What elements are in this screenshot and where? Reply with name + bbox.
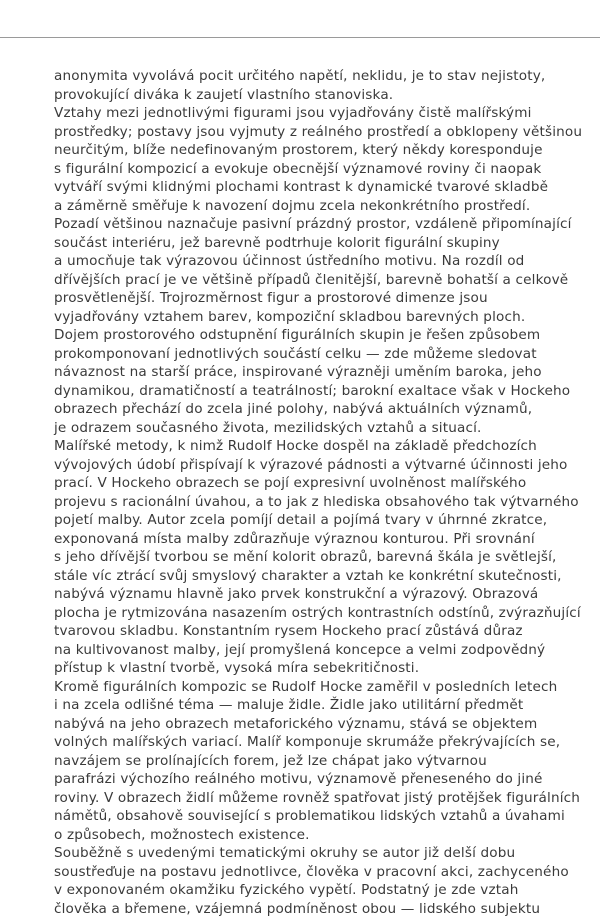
text-line: i na zcela odlišné téma — maluje židle. Židle jako utilitární předmět	[54, 697, 524, 713]
text-line: Kromě figurálních kompozic se Rudolf Hocke zaměřil v posledních letech	[54, 678, 558, 695]
text-line: neurčitým, blíže nedefinovaným prostorem, který někdy koresponduje	[54, 142, 543, 158]
text-line: stále víc ztrácí svůj smyslový charakter a vztah ke konkrétní skutečnosti,	[54, 567, 562, 584]
text-line: obrazech přechází do zcela jiné polohy, nabývá aktuálních významů,	[54, 401, 533, 417]
text-line: exponovaná místa malby zdůrazňuje výraznou konturou. Při srovnání	[54, 530, 535, 547]
text-line: Pozadí většinou naznačuje pasivní prázdný prostor, vzdáleně připomínající	[54, 216, 572, 232]
text-line: dynamikou, dramatičností a teatrálností; barokní exaltace však v Hockeho	[54, 382, 571, 399]
text-line: s figurální kompozicí a evokuje obecnější významové roviny či naopak	[54, 160, 542, 177]
text-line: vytváří svými klidnými plochami kontrast k dynamické tvarové skladbě	[54, 179, 549, 195]
text-line: a záměrně směřuje k navození dojmu zcela nekonkrétního prostředí.	[54, 197, 531, 214]
text-line: pojetí malby. Autor zcela pomíjí detail a pojímá tvary v úhrnné zkratce,	[54, 512, 548, 528]
text-line: námětů, obsahově související s problematikou lidských vztahů a úvahami	[54, 808, 565, 824]
text-line: Vztahy mezi jednotlivými figurami jsou vyjadřovány čistě malířskými	[54, 105, 532, 121]
text-line: prací. V Hockeho obrazech se pojí expresivní uvolněnost malířského	[54, 475, 527, 491]
text-line: plocha je rytmizována nasazením ostrých kontrastních odstínů, zvýrazňující	[54, 604, 581, 621]
text-line: a umocňuje tak výrazovou účinnost ústředního motivu. Na rozdíl od	[54, 253, 525, 269]
text-line: návaznost na starší práce, inspirované výrazněji uměním baroka, jeho	[54, 364, 542, 380]
text-line: součást interiéru, jež barevně podtrhuje kolorit figurální skupiny	[54, 234, 500, 251]
text-line: projevu s racionální úvahou, a to jak z hlediska obsahového tak výtvarného	[54, 493, 579, 510]
text-line: nabývá na jeho obrazech metaforického významu, stává se objektem	[54, 715, 538, 732]
text-line: na kultivovanost malby, její promyšlená koncepce a velmi zodpovědný	[54, 641, 546, 658]
text-line: přístup k vlastní tvorbě, vysoká míra sebekritičnosti.	[54, 660, 420, 676]
text-line: navzájem se prolínajících forem, jež lze chápat jako výtvarnou	[54, 752, 487, 769]
text-line: s jeho dřívější tvorbou se mění kolorit obrazů, barevná škála je světlejší,	[54, 549, 557, 565]
text-line: soustřeďuje na postavu jednotlivce, člověka v pracovní akci, zachyceného	[54, 863, 569, 880]
text-line: anonymita vyvolává pocit určitého napětí, neklidu, je to stav nejistoty,	[54, 68, 546, 84]
text-line: provokující diváka k zaujetí vlastního stanoviska.	[54, 86, 394, 103]
text-line: vyjadřovány vztahem barev, kompoziční skladbou barevných ploch.	[54, 308, 526, 325]
text-line: v exponovaném okamžiku fyzického vypětí. Podstatný je zde vztah	[54, 882, 519, 898]
header-rule	[0, 37, 600, 38]
text-line: prosvětlenější. Trojrozměrnost figur a prostorové dimenze jsou	[54, 290, 488, 306]
text-line: roviny. V obrazech židlí můžeme rovněž spatřovat jistý protějšek figurálních	[54, 789, 581, 806]
text-line: dřívějších prací je ve většině případů členitější, barevně bohatší a celkově	[54, 271, 569, 288]
text-line: vývojových údobí přispívají k výrazové pádnosti a výtvarné účinnosti jeho	[54, 456, 568, 473]
text-line: Souběžně s uvedenými tematickými okruhy se autor již delší dobu	[54, 845, 516, 861]
text-line: prostředky; postavy jsou vyjmuty z reálného prostředí a obklopeny většinou	[54, 123, 583, 140]
text-line: parafrázi výchozího reálného motivu, významově přeneseného do jiné	[54, 771, 543, 787]
text-line: Malířské metody, k nimž Rudolf Hocke dospěl na základě předchozích	[54, 438, 537, 454]
text-line: nabývá významu hlavně jako prvek konstrukční a výrazový. Obrazová	[54, 586, 539, 602]
text-line: je odrazem současného života, mezilidských vztahů a situací.	[54, 419, 482, 436]
text-line: Dojem prostorového odstupnění figurálních skupin je řešen způsobem	[54, 327, 541, 343]
text-line: člověka a břemene, vzájemná podmíněnost obou — lidského subjektu	[54, 900, 541, 917]
text-line: prokomponovaní jednotlivých součástí celku — zde můžeme sledovat	[54, 345, 537, 362]
text-line: tvarovou skladbu. Konstantním rysem Hockeho prací zůstává důraz	[54, 623, 523, 639]
text-line: o způsobech, možnostech existence.	[54, 826, 310, 843]
text-line: volných malířských variací. Malíř komponuje skrumáže překrývajících se,	[54, 734, 561, 750]
